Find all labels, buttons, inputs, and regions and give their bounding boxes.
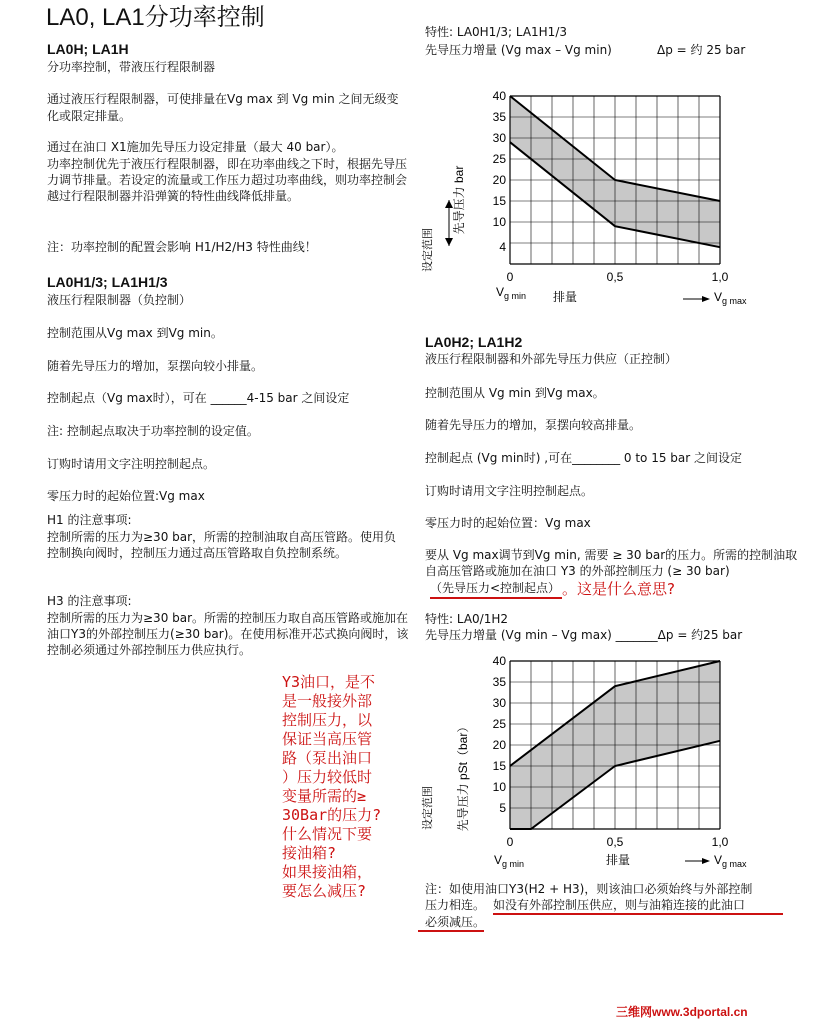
chart2-xlabel: 排量 (606, 853, 631, 867)
h3-notes-text: 控制所需的压力为≥30 bar。所需的控制压力取自高压管路或施加在油口Y3的外部控制压力(≥30 bar)。在使用标准开芯式换向阀时，该控制必须通过外部控制压力供应执行。 (47, 611, 409, 657)
c1-xtick-label: 0,5 (606, 270, 624, 284)
paragraph: 随着先导压力的增加，泵摆向较高排量。 (425, 418, 642, 432)
c1-ytick-label: 10 (492, 215, 506, 229)
c2-xtick-label: 0 (506, 835, 514, 849)
section-subheading: 液压行程限制器（负控制） (47, 293, 192, 307)
paragraph: 控制起点（Vg max时），可在 ______4-15 bar 之间设定 (47, 391, 350, 405)
footnote-highlight: 如没有外部控制压供应，则与油箱连接的此油口 (493, 898, 746, 912)
paragraph: 功率控制优先于液压行程限制器，即在功率曲线之下时，根据先导压力调节排量。若设定的流量或工作压力超过功率曲线，则功率控制会越过行程限制器并沿弹簧的特性曲线降低排量。 (47, 157, 408, 203)
handwritten-question: 。这是什么意思? (562, 580, 675, 598)
paragraph: 要从 Vg max调节到Vg min, 需要 ≥ 30 bar的压力。所需的控制油取 (425, 548, 798, 562)
section-heading-la0h1-3: LA0H1/3; LA1H1/3 (47, 274, 168, 290)
paragraph: 自高压管路或施加在油口 Y3 的外部控制压力 (≥ 30 bar) (425, 564, 730, 578)
paragraph: 通过液压行程限制器，可使排量在Vg max 到 Vg min 之间无级变化或限定排量。 (47, 92, 399, 123)
page-title: LA0, LA1分功率控制 (46, 4, 265, 31)
paragraph: 控制起点 (Vg min时) ,可在________ 0 to 15 bar 之间设定 (425, 451, 743, 465)
paragraph: 订购时请用文字注明控制起点。 (425, 484, 594, 498)
c1-ytick-label: 25 (492, 152, 506, 166)
paragraph: 零压力时的起始位置：Vg max (425, 516, 591, 530)
paragraph: 注: 控制起点取决于功率控制的设定值。 (47, 424, 259, 438)
paragraph: 随着先导压力的增加，泵摆向较小排量。 (47, 359, 264, 373)
c1-xtick-label: 0 (506, 270, 514, 284)
handwritten-question-note: Y3油口，是不 是一般接外部 控制压力，以 保证当高压管 路（泵出油口 ）压力较低时 变量所需的≥ 30Bar的压力? 什么情况下要 接油箱? 如果接油箱， 要怎么减压? (282, 673, 382, 900)
paragraph-note: 注：功率控制的配置会影响 H1/H2/H3 特性曲线！ (47, 240, 317, 254)
footnote-highlight: 必须减压。 (425, 915, 486, 929)
c2-ytick-label: 20 (492, 738, 506, 752)
section-heading-la0h: LA0H; LA1H (47, 41, 129, 57)
c2-ytick-label: 35 (492, 675, 506, 689)
paragraph: 控制范围从 Vg min 到Vg max。 (425, 386, 605, 400)
red-underline (430, 597, 562, 599)
red-underline (493, 913, 783, 915)
chart2-range-label: 设定范围 (422, 786, 434, 830)
chart2-x-max: $V_{g max}$ (714, 853, 747, 869)
footnote: 压力相连。 (425, 898, 486, 912)
chart1-svg (418, 82, 763, 312)
paragraph: 控制范围从Vg max 到Vg min。 (47, 326, 223, 340)
c2-ytick-label: 5 (499, 801, 506, 815)
section-heading-la0h2: LA0H2; LA1H2 (425, 334, 523, 350)
chart1-x-min: $V_{g min}$ (496, 285, 527, 301)
chart1-delta-p: Δp = 约 25 bar (657, 43, 746, 57)
c1-ytick-label: 35 (492, 110, 506, 124)
section-subheading: 液压行程限制器和外部先导压力供应（正控制） (425, 352, 678, 366)
chart2-svg (418, 650, 763, 875)
c2-xtick-label: 0,5 (606, 835, 624, 849)
c1-ytick-label: 20 (492, 173, 506, 187)
c1-ytick-label: 15 (492, 194, 506, 208)
highlighted-phrase: （先导压力<控制起点） (430, 581, 561, 595)
chart1-ylabel: 先导压力 bar (452, 165, 466, 235)
c2-ytick-label: 40 (492, 654, 506, 668)
c1-ytick-label: 40 (492, 89, 506, 103)
chart2-pressure-increment: 先导压力增量 (Vg min – Vg max) _______Δp = 约25 bar (425, 628, 743, 642)
watermark: 三维网www.3dportal.cn (616, 1005, 748, 1019)
paragraph: 零压力时的起始位置:Vg max (47, 489, 205, 503)
h1-notes-title: H1 的注意事项: (47, 513, 132, 527)
paragraph: 订购时请用文字注明控制起点。 (47, 457, 216, 471)
chart2-ylabel: 先导压力 pSt（bar） (456, 720, 470, 832)
c1-ytick-label: 30 (492, 131, 506, 145)
chart1-caption: 特性: LA0H1/3; LA1H1/3 (425, 25, 567, 39)
chart1-xlabel: 排量 (553, 290, 578, 304)
c2-ytick-label: 10 (492, 780, 506, 794)
c2-ytick-label: 15 (492, 759, 506, 773)
chart2-caption: 特性: LA0/1H2 (425, 612, 508, 626)
chart1-pressure-increment: 先导压力增量 (Vg max – Vg min) (425, 43, 612, 57)
c1-ytick-label: 4 (499, 240, 506, 255)
h1-notes-text: 控制所需的压力为≥30 bar，所需的控制油取自高压管路。使用负控制换向阀时，控制压力通过高压管路取自负控制系统。 (47, 530, 397, 560)
h3-notes-title: H3 的注意事项: (47, 594, 132, 608)
chart1-range-label: 设定范围 (422, 228, 434, 272)
chart1-x-max: $V_{g max}$ (714, 290, 747, 306)
c2-xtick-label: 1,0 (711, 835, 729, 849)
c1-xtick-label: 1,0 (711, 270, 729, 284)
section-subheading: 分功率控制，带液压行程限制器 (47, 60, 216, 74)
c2-ytick-label: 25 (492, 717, 506, 731)
footnote: 注：如使用油口Y3(H2 + H3)，则该油口必须始终与外部控制 (425, 882, 753, 896)
red-underline (418, 930, 484, 932)
paragraph: 通过在油口 X1施加先导压力设定排量（最大 40 bar）。 (47, 140, 344, 154)
chart2-x-min: $V_{g min}$ (494, 853, 525, 869)
c2-ytick-label: 30 (492, 696, 506, 710)
